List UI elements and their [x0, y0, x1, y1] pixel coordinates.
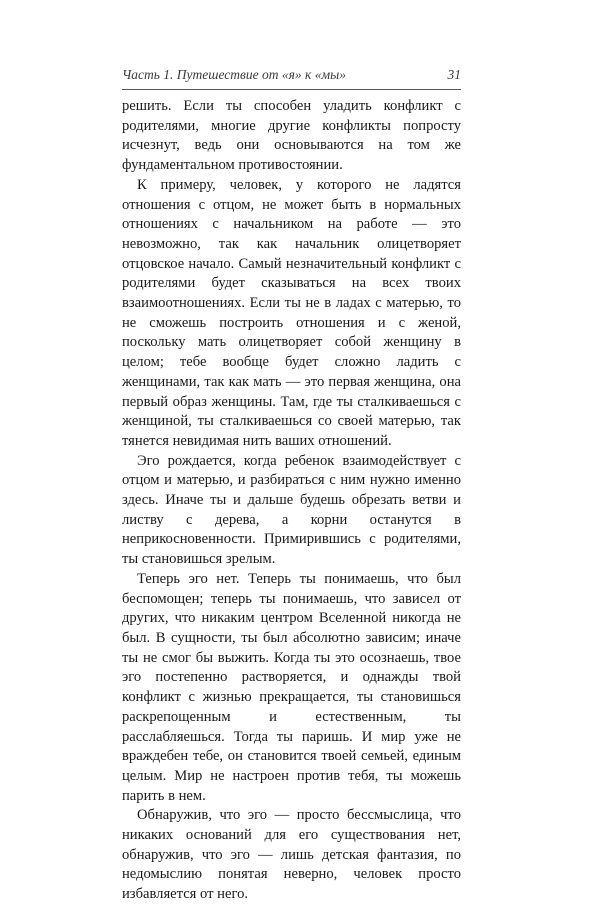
- page-number: 31: [447, 67, 461, 82]
- paragraph: решить. Если ты способен уладить конфликт с родителями, многие другие конфликты попросту исчезнут, ведь они основываются на том же фундаментальном противостоянии.: [122, 98, 461, 174]
- header-divider: [122, 89, 461, 90]
- paragraph: Обнаружив, что эго — просто бессмыслица, что никаких оснований для его существования нет, обнаружив, что эго — лишь детская фантазия, по недомыслию понятая неверно, человек просто избавляется от него.: [122, 807, 461, 903]
- paragraph: Теперь эго нет. Теперь ты понимаешь, что был беспомощен; теперь ты понимаешь, что зависел от других, что никаким центром Вселенной никогда не был. В сущности, ты был абсолютно зависим; иначе ты не смог бы выжить. Когда ты это осознаешь, твое эго постепенно растворяется, и однажды твой конфликт с жизнью прекращается, ты становишься раскрепощенным и естественным, ты расслабляешься. Тогда ты паришь. И мир уже не враждебен тебе, он становится твоей семьей, единым целым. Мир не настроен против тебя, ты можешь парить в нем.: [122, 570, 461, 804]
- chapter-title: Часть 1. Путешествие от «я» к «мы»: [122, 67, 346, 82]
- running-header: [122, 67, 461, 87]
- paragraph: К примеру, человек, у которого не ладятся отношения с отцом, не может быть в нормальных отношениях с начальником на работе — это невозможно, так как начальник олицетворяет отцовское начало. Самый незначительный конфликт с родителями будет сказываться на всех твоих взаимоотношениях. Если ты не в ладах с матерью, то не сможешь построить отношения и с женой, поскольку мать олицетворяет собой женщину в целом; тебе вообще будет сложно ладить с женщинами, так как мать — это первая женщина, она первый образ женщины. Там, где ты сталкиваешься с женщиной, ты сталкиваешься со своей матерью, так тянется невидимая нить ваших отношений.: [122, 176, 461, 449]
- body-text: [122, 97, 461, 905]
- paragraph: Эго рождается, когда ребенок взаимодействует с отцом и матерью, и разбираться с ним нужно именно здесь. Иначе ты и дальше будешь обрезать ветви и листву с дерева, а корни останутся в неприкосновенности. Примирившись с родителями, ты становишься зрелым.: [122, 452, 461, 568]
